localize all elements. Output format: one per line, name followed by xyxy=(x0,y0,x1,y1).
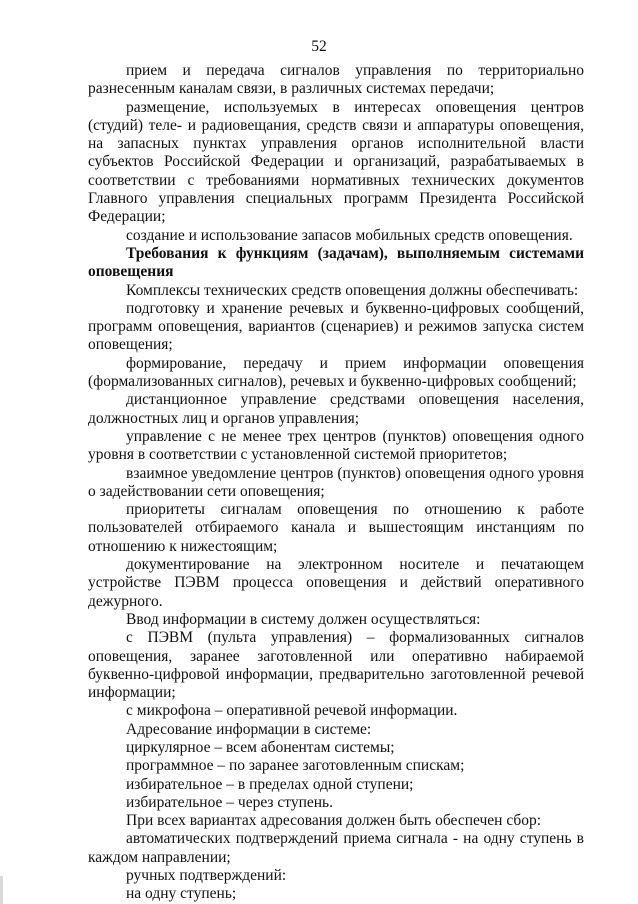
scan-edge-mark xyxy=(0,876,3,904)
list-item: избирательное – через ступень. xyxy=(126,793,334,811)
paragraph: с микрофона – оперативной речевой информации. xyxy=(126,702,458,720)
paragraph: размещение, используемых в интересах оповещения центров (студий) теле- и радиовещания, средств связи и аппаратуры оповещения, на запасных пунктах управления органов исполнительной власти субъектов Российской Федерации и организаций, разрабатываемых в соответствии с требованиями нормативных технических документов Главного управления специальных программ Президента Российской Федерации; xyxy=(88,98,584,226)
paragraph: подготовку и хранение речевых и буквенно-цифровых сообщений, программ оповещения, вариантов (сценариев) и режимов запуска систем оповещения; xyxy=(88,299,584,354)
page-number: 52 xyxy=(311,38,327,55)
document-body xyxy=(88,62,584,904)
section-heading: Требования к функциям (задачам), выполняемым системами оповещения xyxy=(88,244,584,281)
paragraph: Комплексы технических средств оповещения должны обеспечивать: xyxy=(126,281,579,299)
paragraph: с ПЭВМ (пульта управления) – формализованных сигналов оповещения, заранее заготовленной или оперативно набираемой буквенно-цифровой информации, предварительно заготовленной речевой информации; xyxy=(88,629,584,702)
paragraph: автоматических подтверждений приема сигнала - на одну ступень в каждом направлении; xyxy=(88,830,584,866)
list-item: ручных подтверждений: xyxy=(126,867,287,885)
paragraph: создание и использование запасов мобильных средств оповещения. xyxy=(126,226,573,244)
list-item: циркулярное – всем абонентам системы; xyxy=(126,738,395,756)
paragraph: дистанционное управление средствами оповещения населения, должностных лиц и органов управления; xyxy=(88,391,584,427)
paragraph: взаимное уведомление центров (пунктов) оповещения одного уровня о задействовании сети оповещения; xyxy=(88,464,584,500)
paragraph: прием и передача сигналов управления по территориально разнесенным каналам связи, в различных системах передачи; xyxy=(88,62,584,98)
paragraph: управление с не менее трех центров (пунктов) оповещения одного уровня в соответствии с установленной системой приоритетов; xyxy=(88,427,584,464)
paragraph: формирование, передачу и прием информации оповещения (формализованных сигналов), речевых и буквенно-цифровых сообщений; xyxy=(88,354,584,391)
paragraph: документирование на электронном носителе и печатающем устройстве ПЭВМ процесса оповещения и действий оперативного дежурного. xyxy=(88,556,584,610)
paragraph: При всех вариантах адресования должен быть обеспечен сбор: xyxy=(126,812,542,830)
paragraph: приоритеты сигналам оповещения по отношению к работе пользователей отбираемого канала и вышестоящим инстанциям по отношению к нижестоящим; xyxy=(88,501,584,555)
paragraph: Адресование информации в системе: xyxy=(126,720,372,738)
paragraph: Ввод информации в систему должен осуществляться: xyxy=(126,610,481,628)
list-item: избирательное – в пределах одной ступени; xyxy=(126,775,414,793)
list-item: программное – по заранее заготовленным спискам; xyxy=(126,757,465,775)
list-item: на одну ступень; xyxy=(126,885,237,903)
